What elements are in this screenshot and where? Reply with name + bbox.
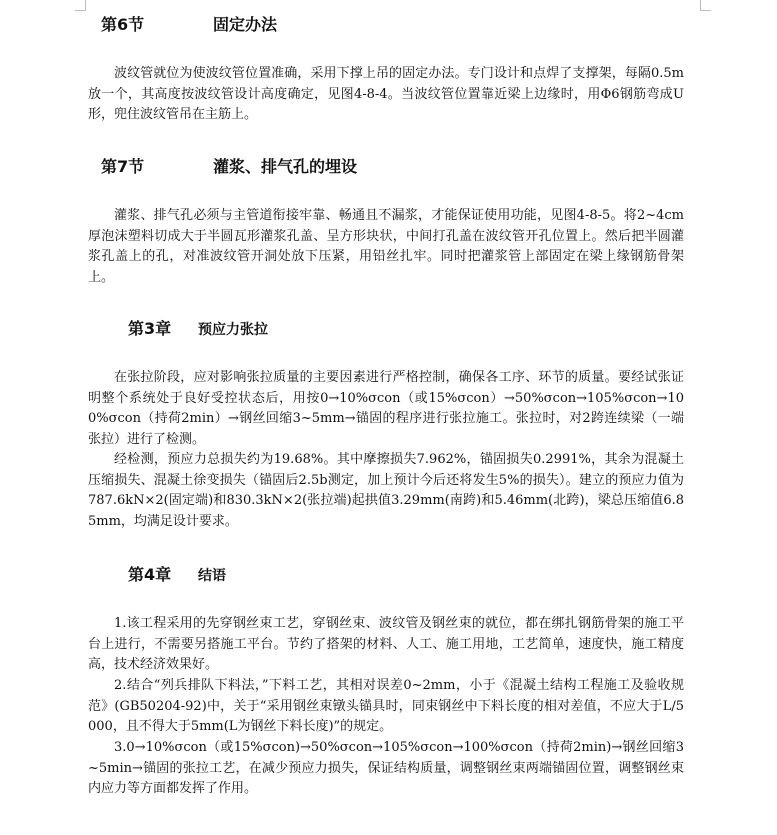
chapter-3-heading: [128, 316, 268, 339]
section-number: 第6节: [101, 15, 145, 34]
chapter-number: 第4章: [128, 565, 172, 584]
conclusion-item-1: 1.该工程采用的先穿钢丝束工艺，穿钢丝束、波纹管及钢丝束的就位，都在绑扎钢筋骨架的施工平台上进行，不需要另搭施工平台。节约了搭架的材料、人工、施工用地，工艺简单，速度快，施工精度高，技术经济效果好。: [88, 616, 684, 672]
chapter-4-heading: [128, 562, 226, 585]
section-title: 固定办法: [213, 15, 278, 34]
chapter-title: 结语: [198, 568, 226, 584]
chapter-3-paragraph-1: 在张拉阶段，应对影响张拉质量的主要因素进行严格控制，确保各工序、环节的质量。要经试张证明整个系统处于良好受控状态后，用按0→10%σcon（或15%σcon）→50%σcon→105%σcon→100%σcon（持荷2min）→钢丝回缩3~5mm→锚固的程序进行张拉施工。张拉时，对2跨连续梁（一端张拉）进行了检测。: [88, 370, 684, 447]
section-7-heading: [101, 154, 357, 177]
chapter-number: 第3章: [128, 319, 172, 338]
conclusion-item-3: 3.0→10%σcon（或15%σcon)→50%σcon→105%σcon→100%σcon（持荷2min)→钢丝回缩3~5min→锚固的张拉工艺，在减少预应力损失，保证结构质量，调整钢丝束两端锚固位置，调整钢丝束内应力等方面都发挥了作用。: [88, 740, 684, 796]
section-6-paragraph: 波纹管就位为使波纹管位置准确，采用下撑上吊的固定办法。专门设计和点焊了支撑架，每隔0.5m放一个，其高度按波纹管设计高度确定，见图4-8-4。当波纹管位置靠近梁上边缘时，用Φ6钢筋弯成U形，兜住波纹管吊在主筋上。: [88, 66, 684, 122]
section-7-paragraph: 灌浆、排气孔必须与主管道衔接牢靠、畅通且不漏浆，才能保证使用功能，见图4-8-5。将2~4cm厚泡沫塑料切成大于半圆瓦形灌浆孔盖、呈方形块状，中间打孔盖在波纹管开孔位置上。然后把半圆灌浆孔盖上的孔，对准波纹管开洞处放下压紧，用铅丝扎牢。同时把灌浆管上部固定在梁上缘钢筋骨架上。: [88, 208, 684, 285]
chapter-3-paragraph-2: 经检测，预应力总损失约为19.68%。其中摩擦损失7.962%，锚固损失0.2991%，其余为混凝土压缩损失、混凝土徐变损失（锚固后2.5b测定，加上预计今后还将发生5%的损失）。建立的预应力值为787.6kN×2(固定端)和830.3kN×2(张拉端)起拱值3.29mm(南跨)和5.46mm(北跨)，梁总压缩值6.85mm，均满足设计要求。: [88, 452, 684, 529]
conclusion-item-2: 2.结合“列兵排队下料法，”下料工艺，其相对误差0~2mm，小于《混凝土结构工程施工及验收规范》(GB50204-92)中，关于“采用钢丝束镦头锚具时，同束钢丝中下料长度的相对差值，不应大于L/5000，且不得大于5mm(L为钢丝下料长度)”的规定。: [88, 678, 684, 734]
section-number: 第7节: [101, 157, 145, 176]
page-corner-mark-right: [700, 0, 711, 11]
page-corner-mark-left: [75, 0, 86, 11]
chapter-title: 预应力张拉: [198, 322, 268, 338]
section-6-heading: [101, 12, 277, 35]
section-title: 灌浆、排气孔的埋设: [213, 157, 358, 176]
